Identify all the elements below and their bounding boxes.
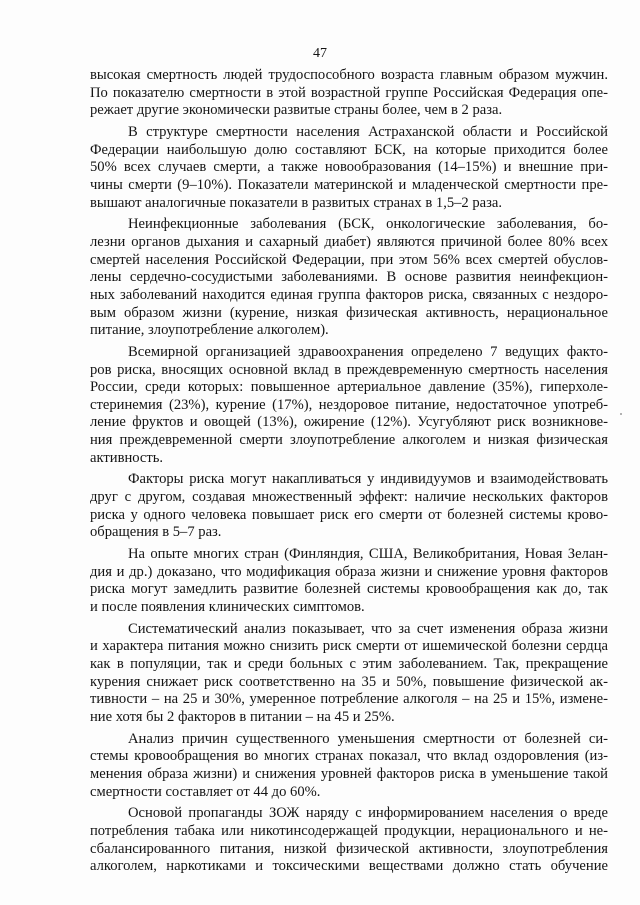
text-line: лены сердечно-сосудистыми заболеваниями. В основе развития неинфекцион- — [90, 269, 608, 286]
text-line: и характера питания можно снизить риск смерти от ишемической болезни сердца — [90, 638, 608, 655]
text-line: 50% всех случаев смерти, а также новообразования (14–15%) и внешние при- — [90, 159, 608, 176]
text-line: и после появления клинических симптомов. — [90, 599, 365, 616]
text-line: обращения в 5–7 раз. — [90, 524, 222, 541]
text-line: ление фруктов и овощей (13%), ожирение (12%). Усугубляют риск возникнове- — [90, 414, 608, 431]
text-line: потребления табака или никотинсодержащей продукции, нерационального и не- — [90, 822, 608, 839]
text-line: стеринемия (23%), курение (17%), нездоровое питание, недостаточное употреб- — [90, 396, 608, 413]
paragraph — [90, 471, 608, 542]
text-line: Анализ причин существенного уменьшения смертности от болезней си- — [128, 730, 608, 747]
text-line: смертей населения Российской Федерации, при этом 56% всех смертей обуслов- — [90, 251, 608, 268]
text-line: вым образом жизни (курение, низкая физическая активность, нерациональное — [90, 304, 608, 321]
text-line: чины смерти (9–10%). Показатели материнской и младенческой смертности пре- — [90, 176, 608, 193]
text-line: ров риска, вносящих основной вклад в преждевременную смертность населения — [90, 361, 608, 378]
text-line: риска у одного человека повышает риск его смерти от болезней системы крово- — [90, 506, 608, 523]
text-line: менения образа жизни) и снижения уровней факторов риска в уменьшение такой — [90, 765, 608, 782]
text-line: Неинфекционные заболевания (БСК, онкологические заболевания, бо- — [128, 216, 608, 233]
page-number: 47 — [313, 46, 327, 61]
scan-speck — [620, 413, 622, 415]
paragraph — [90, 805, 608, 876]
text-line: стемы кровообращения во многих странах показал, что вклад оздоровления (из- — [90, 748, 608, 765]
paragraph — [90, 621, 608, 727]
text-line: вышают аналогичные показатели в развитых странах в 1,5–2 раза. — [90, 194, 503, 211]
text-line: курения снижает риск соответственно на 35 и 50%, повышение физической ак- — [90, 673, 608, 690]
text-line: На опыте многих стран (Финляндия, США, Великобритания, Новая Зелан- — [128, 546, 608, 563]
text-line: дия и др.) доказано, что модификация образа жизни и снижение уровня факторов — [90, 563, 608, 580]
text-line: лезни органов дыхания и сахарный диабет) являются причиной более 80% всех — [90, 233, 608, 250]
text-line: Основой пропаганды ЗОЖ наряду с информированием населения о вреде — [128, 805, 608, 822]
text-line: тивности – на 25 и 30%, умеренное потребление алкоголя – на 25 и 15%, измене- — [90, 691, 608, 708]
text-line: алкоголем, наркотиками и токсическими веществами должно стать обучение — [90, 858, 608, 875]
paragraph — [90, 546, 608, 617]
text-line: Систематический анализ показывает, что за счет изменения образа жизни — [128, 620, 608, 637]
text-line: ние хотя бы 2 факторов в питании – на 45 и 25%. — [90, 708, 395, 725]
paragraph — [90, 344, 608, 468]
paragraph — [90, 731, 608, 802]
text-line: Федерации наибольшую долю составляют БСК, на которые приходится более — [90, 141, 608, 158]
text-line: как в популяции, так и среди больных с этим заболеванием. Так, прекращение — [90, 656, 608, 672]
text-line: России, среди которых: повышенное артериальное давление (35%), гиперхоле- — [90, 379, 608, 396]
text-line: смертности составляет от 44 до 60%. — [90, 783, 321, 800]
paragraph — [90, 67, 608, 120]
text-line: Всемирной организацией здравоохранения определено 7 ведущих факто- — [128, 343, 608, 360]
text-line: активность. — [90, 449, 164, 466]
text-line: Факторы риска могут накапливаться у индивидуумов и взаимодействовать — [128, 471, 608, 488]
text-line: В структуре смертности населения Астраханской области и Российской — [128, 123, 608, 140]
body-text — [90, 67, 608, 880]
text-line: друг с другом, создавая множественный эффект: наличие нескольких факторов — [90, 489, 608, 506]
text-line: питание, злоупотребление алкоголем). — [90, 322, 329, 339]
text-line: По показателю смертности в этой возрастной группе Российская Федерация опе- — [90, 84, 608, 101]
paragraph — [90, 216, 608, 340]
text-line: сбалансированного питания, низкой физической активности, злоупотребления — [90, 840, 608, 857]
paragraph — [90, 124, 608, 212]
text-line: ных заболеваний находится единая группа факторов риска, связанных с нездоро- — [90, 286, 608, 303]
text-line: режает другие экономически развитые страны более, чем в 2 раза. — [90, 102, 503, 119]
text-line: высокая смертность людей трудоспособного возраста главным образом мужчин. — [90, 67, 608, 83]
text-line: риска могут замедлить развитие болезней системы кровообращения как до, так — [90, 581, 608, 598]
text-line: ния преждевременной смерти злоупотребление алкоголем и низкая физическая — [90, 432, 608, 449]
